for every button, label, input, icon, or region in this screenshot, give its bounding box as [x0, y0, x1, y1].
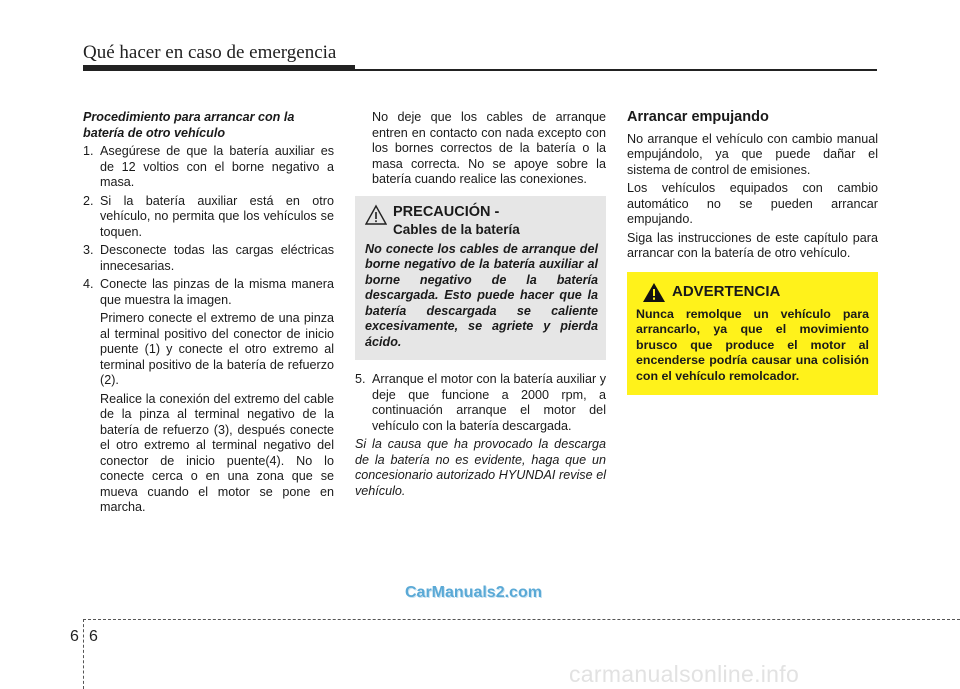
step-number: 3. [83, 243, 94, 257]
header-rule [355, 69, 877, 71]
bottom-watermark: carmanualsonline.info [569, 661, 800, 687]
step-text: Arranque el motor con la batería auxiliar y deje que funcione a 2000 rpm, a continuación arranque el motor del vehículo con la batería descargada. [372, 372, 606, 433]
column-middle [355, 110, 606, 499]
step-item [83, 243, 334, 274]
warning-body: Nunca remolque un vehículo para arrancarlo, ya que el movimiento brusco que produce el motor al encenderse podría causar una colisión con el vehículo remolcador. [636, 306, 869, 383]
caution-title [393, 204, 520, 238]
step-text: Conecte las pinzas de la misma manera que muestra la imagen. [100, 277, 334, 307]
step-number: 1. [83, 144, 94, 158]
column-left [83, 110, 334, 519]
step-item [83, 144, 334, 191]
caution-triangle-icon [365, 204, 387, 226]
push-start-paragraph-1: No arranque el vehículo con cambio manual empujándolo, ya que puede dañar el sistema de control de emisiones. [627, 131, 878, 177]
step-number: 5. [355, 372, 366, 386]
dealer-note: Si la causa que ha provocado la descarga de la batería no es evidente, haga que un concesionario autorizado HYUNDAI revise el vehículo. [355, 437, 606, 498]
procedure-subheading: Procedimiento para arrancar con la batería de otro vehículo [83, 110, 295, 140]
procedure-steps [83, 144, 334, 308]
warning-triangle-icon [642, 282, 666, 303]
step-item [355, 372, 606, 434]
caution-title-line2: Cables de la batería [393, 221, 520, 237]
warning-title: ADVERTENCIA [672, 283, 781, 301]
step-4-continuation-1: Primero conecte el extremo de una pinza al terminal positivo del conector de inicio puente (1) y conecte el otro extremo al terminal positivo de la batería de refuerzo (2). [100, 311, 334, 387]
step-number: 4. [83, 277, 94, 291]
step-item [83, 194, 334, 241]
procedure-steps-continued [355, 372, 606, 434]
footer-rule [83, 619, 960, 620]
site-watermark[interactable]: CarManuals2.com [405, 584, 542, 601]
caution-box [355, 196, 606, 361]
footer-divider [83, 619, 84, 689]
header-bar [83, 65, 355, 71]
caution-body: No conecte los cables de arranque del borne negativo de la batería auxiliar al borne negativo de la batería descargada. Esto puede hacer que la batería descargada se caliente excesivamente, se agriete y pierda ácido. [365, 241, 598, 349]
push-start-paragraph-3: Siga las instrucciones de este capítulo para arrancar con la batería de otro vehículo. [627, 230, 878, 260]
page-number: 6 [89, 628, 98, 645]
section-number: 6 [70, 628, 79, 645]
step-text: Desconecte todas las cargas eléctricas innecesarias. [100, 243, 334, 273]
step-4-continuation-2: Realice la conexión del extremo del cable de la pinza al terminal negativo de la batería de refuerzo (3), después conecte el otro extremo al terminal negativo del conector de inicio puente(4). No lo conecte cerca o en una zona que se mueva cuando el motor se pone en marcha. [100, 391, 334, 514]
step-item [83, 277, 334, 308]
push-start-heading: Arrancar empujando [627, 109, 769, 125]
warning-box [627, 272, 878, 396]
cables-intro-paragraph: No deje que los cables de arranque entren en contacto con nada excepto con los bornes correctos de la batería o la masa correcta. No se apoye sobre la batería cuando realice las conexiones. [372, 110, 606, 186]
caution-header [365, 204, 598, 238]
step-number: 2. [83, 193, 94, 208]
caution-title-line1: PRECAUCIÓN - [393, 203, 500, 220]
warning-header [636, 282, 869, 303]
page-header-title: Qué hacer en caso de emergencia [83, 42, 337, 63]
step-text: Asegúrese de que la batería auxiliar es de 12 voltios con el borne negativo a masa. [100, 144, 334, 189]
column-right [627, 110, 878, 395]
step-text: Si la batería auxiliar está en otro vehículo, no permita que los vehículos se toquen. [100, 193, 334, 239]
push-start-paragraph-2: Los vehículos equipados con cambio automático no se pueden arrancar empujando. [627, 181, 878, 226]
